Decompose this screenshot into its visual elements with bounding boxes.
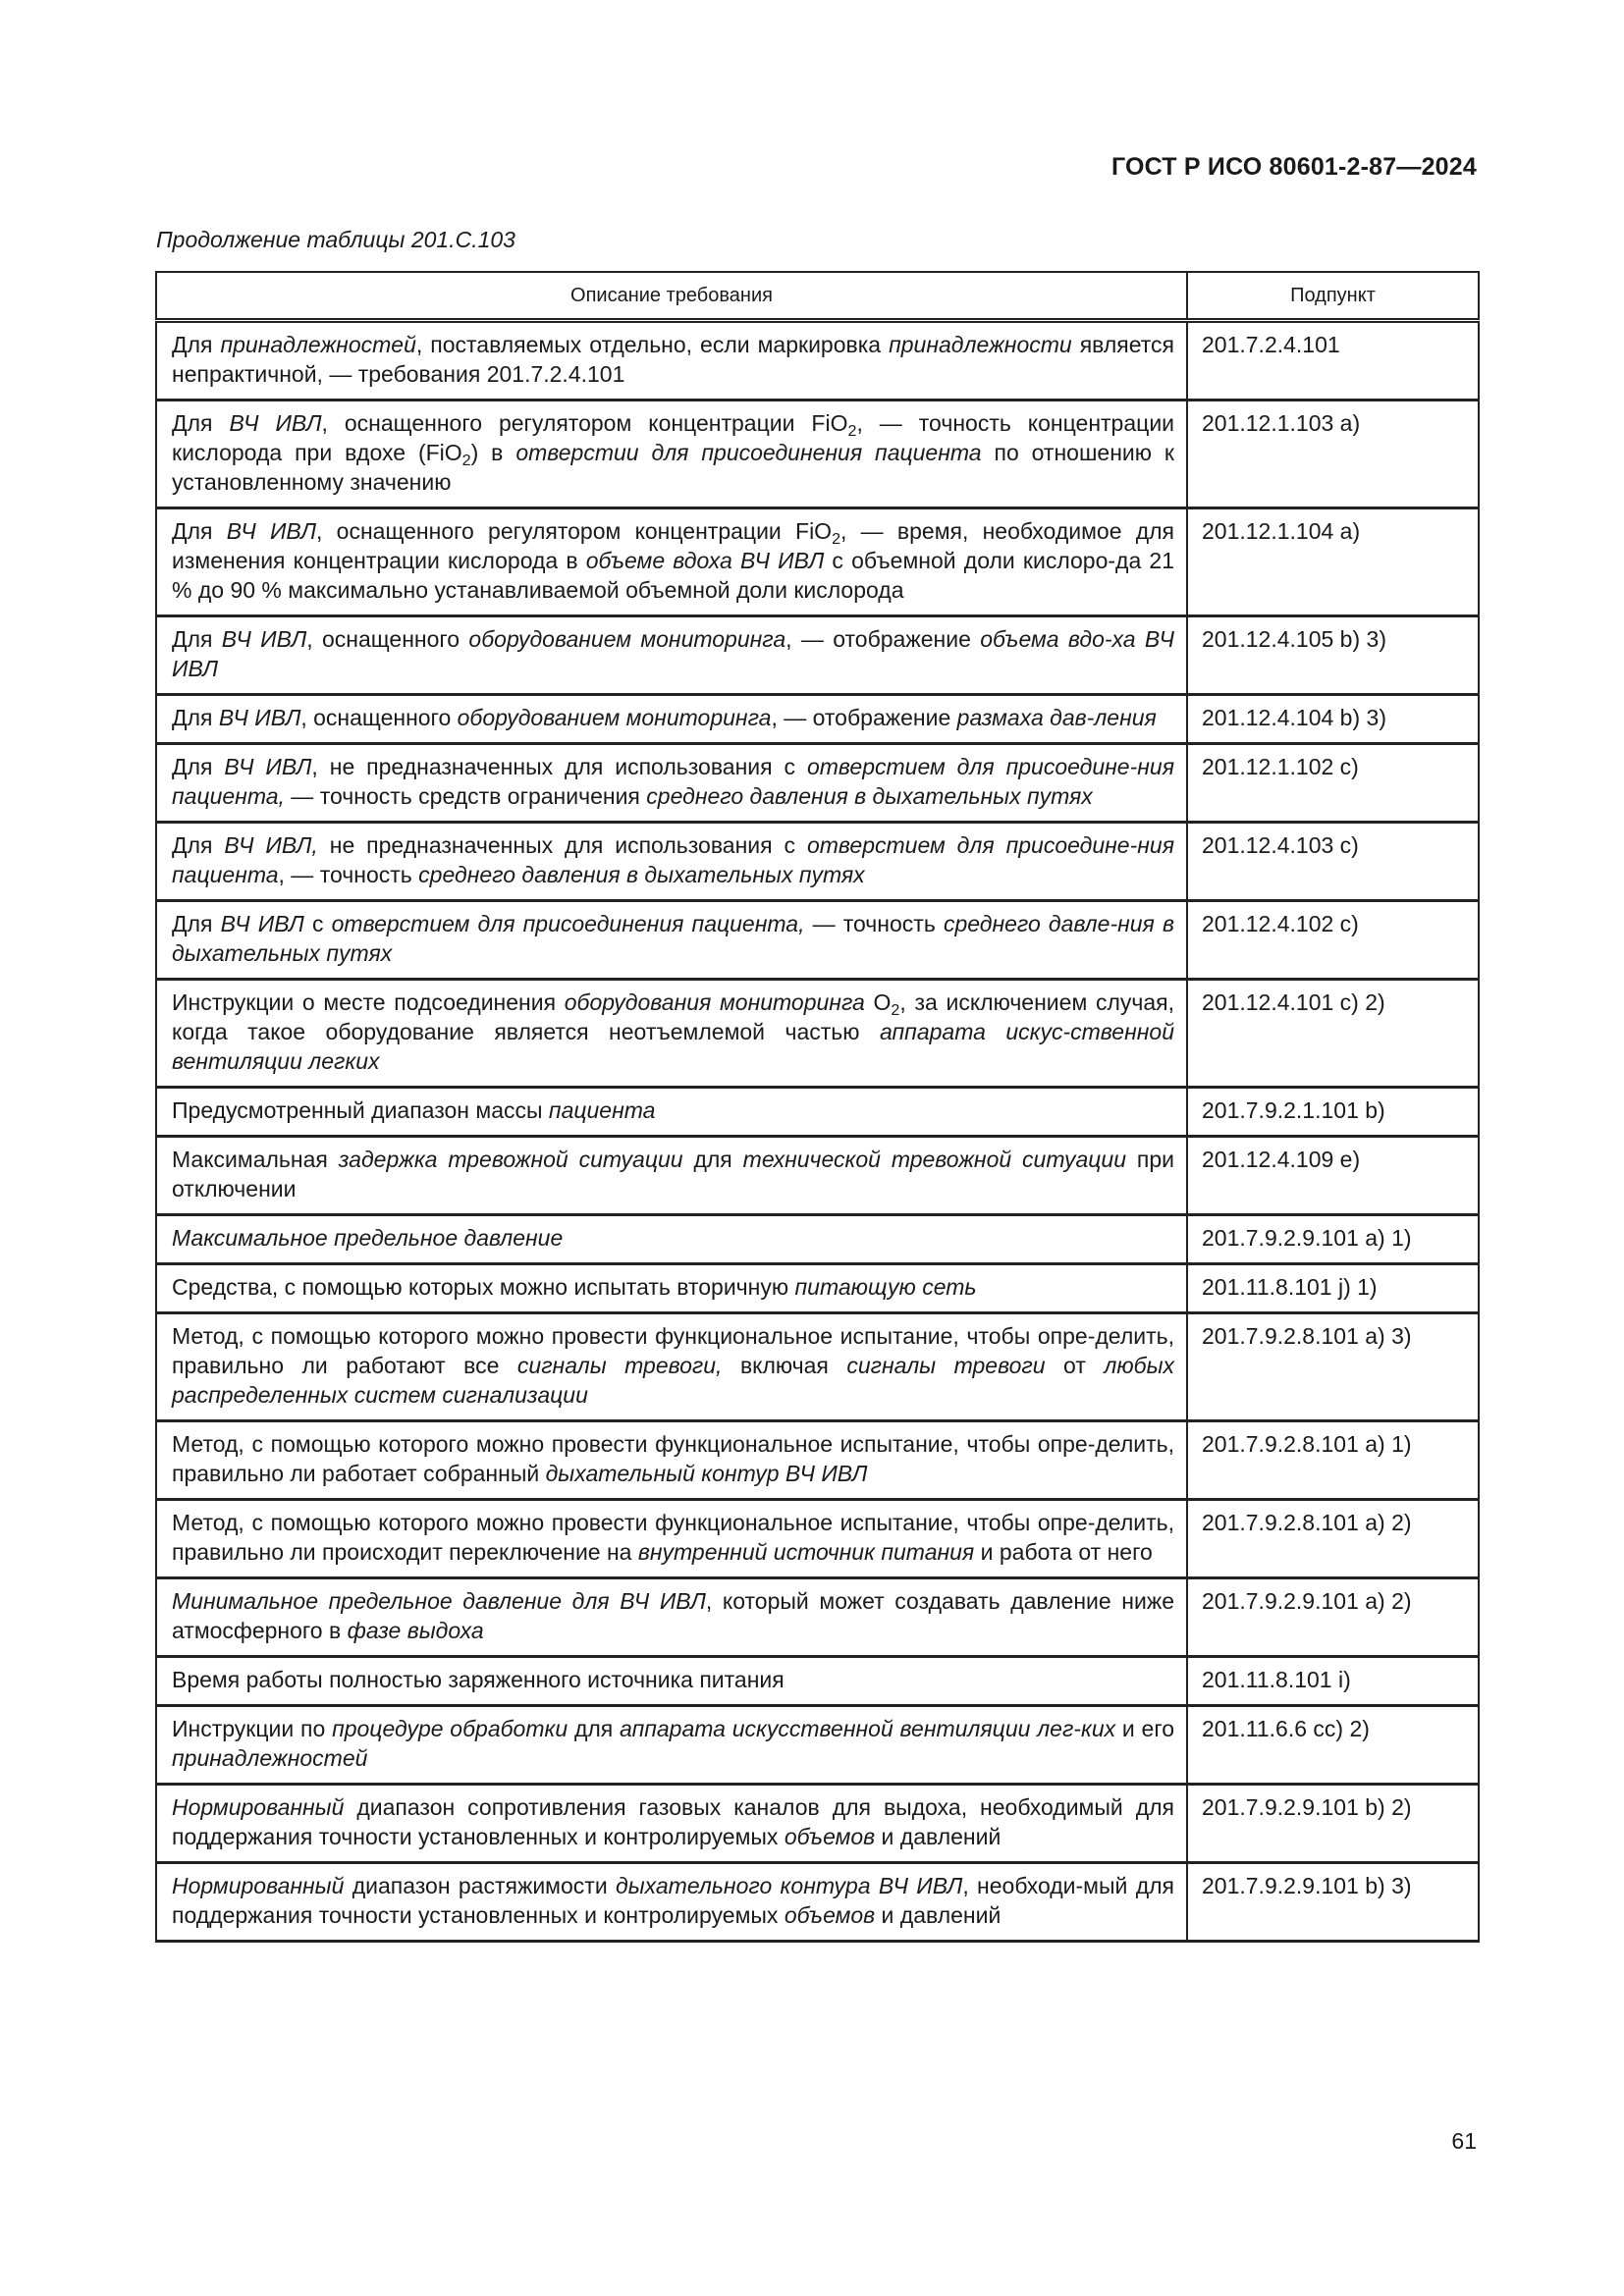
text-segment: с: [303, 911, 332, 936]
subclause-reference: 201.7.9.2.9.101 b) 3): [1187, 1863, 1479, 1942]
text-segment: для: [682, 1147, 743, 1172]
text-segment: и работа от него: [974, 1539, 1153, 1565]
text-segment: , оснащенного: [306, 626, 469, 652]
requirement-description: [156, 1215, 1187, 1264]
subclause-reference: 201.12.4.109 e): [1187, 1137, 1479, 1215]
text-segment: и его: [1115, 1716, 1175, 1741]
defined-term: объеме вдоха ВЧ ИВЛ: [585, 548, 825, 573]
table-row: [156, 508, 1479, 616]
defined-term: сигналы тревоги,: [516, 1353, 723, 1378]
text-segment: не предназначенных для использования с: [317, 832, 807, 858]
requirement-description: [156, 616, 1187, 695]
defined-term: аппарата искусственной вентиляции лег-ких: [620, 1716, 1116, 1741]
table-row: [156, 1706, 1479, 1785]
defined-term: технической тревожной ситуации: [742, 1147, 1127, 1172]
text-segment: , — отображение: [771, 705, 957, 730]
defined-term: процедуре обработки: [332, 1716, 568, 1741]
text-segment: с объемной доли кислоро-да 21 % до 90 % максимально устанавливаемой объемной доли кислорода: [172, 548, 1174, 603]
column-header-subclause: Подпункт: [1187, 272, 1479, 321]
table-row: [156, 695, 1479, 744]
text-segment: , — точность: [278, 862, 419, 887]
text-segment: Для: [172, 911, 221, 936]
requirement-description: [156, 1264, 1187, 1313]
defined-term: оборудованием мониторинга: [457, 705, 772, 730]
defined-term: Минимальное предельное давление для ВЧ ИВЛ: [172, 1588, 706, 1614]
text-segment: , который может создавать давление ниже атмосферного в: [172, 1588, 1174, 1643]
subclause-reference: 201.7.9.2.8.101 a) 3): [1187, 1313, 1479, 1421]
text-segment: O: [864, 989, 892, 1015]
defined-term: принадлежностей: [220, 332, 416, 357]
table-row: [156, 980, 1479, 1088]
subscript: 2: [832, 529, 841, 548]
subclause-reference: 201.12.1.104 a): [1187, 508, 1479, 616]
text-segment: Средства, с помощью которых можно испытать вторичную: [172, 1274, 795, 1300]
table-row: [156, 1313, 1479, 1421]
requirement-description: [156, 1657, 1187, 1706]
subclause-reference: 201.12.1.102 c): [1187, 744, 1479, 823]
requirement-description: [156, 1313, 1187, 1421]
requirement-description: [156, 508, 1187, 616]
text-segment: Для: [172, 626, 222, 652]
defined-term: принадлежностей: [172, 1745, 368, 1771]
text-segment: — точность средств ограничения: [284, 783, 647, 809]
text-segment: Максимальная: [172, 1147, 339, 1172]
text-segment: Для: [172, 705, 219, 730]
defined-term: ВЧ ИВЛ: [218, 705, 301, 730]
requirement-description: [156, 400, 1187, 508]
defined-term: пациента: [548, 1097, 656, 1123]
defined-term: оборудованием мониторинга: [468, 626, 786, 652]
text-segment: Для: [172, 332, 221, 357]
table-row: [156, 1863, 1479, 1942]
subclause-reference: 201.12.4.101 c) 2): [1187, 980, 1479, 1088]
defined-term: объемов: [784, 1824, 876, 1849]
table-row: [156, 1088, 1479, 1137]
subclause-reference: 201.12.1.103 a): [1187, 400, 1479, 508]
text-segment: Для: [172, 518, 227, 544]
subclause-reference: 201.11.6.6 cc) 2): [1187, 1706, 1479, 1785]
table-row: [156, 1657, 1479, 1706]
subclause-reference: 201.7.9.2.9.101 b) 2): [1187, 1785, 1479, 1863]
text-segment: от: [1045, 1353, 1105, 1378]
defined-term: среднего давле-ния в дыхательных путях: [172, 911, 1174, 966]
requirements-table: [155, 271, 1480, 1943]
requirement-description: [156, 1785, 1187, 1863]
requirement-description: [156, 1706, 1187, 1785]
requirement-description: [156, 1421, 1187, 1500]
table-row: [156, 400, 1479, 508]
subclause-reference: 201.11.8.101 j) 1): [1187, 1264, 1479, 1313]
text-segment: Метод, с помощью которого можно провести функциональное испытание, чтобы опре-делить, правильно ли работает собранный: [172, 1431, 1174, 1486]
text-segment: , за исключением случая, когда такое оборудование является неотъемлемой частью: [172, 989, 1174, 1044]
text-segment: , оснащенного регулятором концентрации FiO: [316, 518, 833, 544]
text-segment: при отключении: [172, 1147, 1175, 1201]
defined-term: отверстии для присоединения пациента: [515, 440, 982, 465]
subclause-reference: 201.7.9.2.9.101 a) 2): [1187, 1578, 1479, 1657]
defined-term: дыхательного контура ВЧ ИВЛ: [615, 1873, 963, 1898]
text-segment: , оснащенного регулятором концентрации FiO: [321, 410, 848, 436]
defined-term: ВЧ ИВЛ: [224, 754, 312, 779]
subclause-reference: 201.7.9.2.8.101 a) 1): [1187, 1421, 1479, 1500]
text-segment: ) в: [470, 440, 516, 465]
text-segment: , — точность концентрации кислорода при вдохе (FiO: [172, 410, 1175, 465]
text-segment: является непрактичной, — требования 201.7.2.4.101: [172, 332, 1174, 387]
text-segment: Метод, с помощью которого можно провести функциональное испытание, чтобы опре-делить, правильно ли работают все: [172, 1323, 1174, 1378]
text-segment: Время работы полностью заряженного источника питания: [172, 1667, 785, 1692]
defined-term: отверстием для присоедине-ния пациента,: [172, 754, 1174, 809]
text-segment: Метод, с помощью которого можно провести функциональное испытание, чтобы опре-делить, правильно ли происходит переключение на: [172, 1510, 1174, 1565]
requirement-description: [156, 695, 1187, 744]
requirement-description: [156, 901, 1187, 980]
defined-term: Нормированный: [172, 1873, 345, 1898]
requirement-description: [156, 1137, 1187, 1215]
subclause-reference: 201.12.4.104 b) 3): [1187, 695, 1479, 744]
requirement-description: [156, 823, 1187, 901]
text-segment: для: [568, 1716, 621, 1741]
text-segment: , не предназначенных для использования с: [311, 754, 807, 779]
defined-term: отверстием для присоединения пациента,: [331, 911, 805, 936]
subclause-reference: 201.7.9.2.8.101 a) 2): [1187, 1500, 1479, 1578]
text-segment: Инструкции по: [172, 1716, 333, 1741]
requirement-description: [156, 1578, 1187, 1657]
defined-term: внутренний источник питания: [637, 1539, 975, 1565]
table-caption: Продолжение таблицы 201.С.103: [156, 227, 515, 252]
defined-term: Максимальное предельное давление: [172, 1225, 564, 1251]
subclause-reference: 201.12.4.102 c): [1187, 901, 1479, 980]
defined-term: ВЧ ИВЛ,: [224, 832, 318, 858]
subscript: 2: [461, 451, 471, 469]
requirement-description: [156, 1500, 1187, 1578]
defined-term: среднего давления в дыхательных путях: [418, 862, 865, 887]
requirement-description: [156, 321, 1187, 400]
defined-term: ВЧ ИВЛ: [220, 911, 304, 936]
table-row: [156, 1578, 1479, 1657]
subclause-reference: 201.7.2.4.101: [1187, 321, 1479, 400]
table-row: [156, 321, 1479, 400]
table-row: [156, 1215, 1479, 1264]
subclause-reference: 201.7.9.2.9.101 a) 1): [1187, 1215, 1479, 1264]
text-segment: и давлений: [875, 1824, 1001, 1849]
text-segment: , — отображение: [785, 626, 981, 652]
table-row: [156, 616, 1479, 695]
requirement-description: [156, 744, 1187, 823]
text-segment: Предусмотренный диапазон массы: [172, 1097, 549, 1123]
defined-term: среднего давления в дыхательных путях: [646, 783, 1093, 809]
table-row: [156, 744, 1479, 823]
requirement-description: [156, 980, 1187, 1088]
text-segment: , — время, необходимое для изменения концентрации кислорода в: [172, 518, 1175, 573]
subclause-reference: 201.7.9.2.1.101 b): [1187, 1088, 1479, 1137]
text-segment: по отношению к установленному значению: [172, 440, 1174, 495]
text-segment: включая: [722, 1353, 847, 1378]
table-header-row: [156, 272, 1479, 321]
text-segment: Для: [172, 832, 225, 858]
subclause-reference: 201.12.4.103 c): [1187, 823, 1479, 901]
subscript: 2: [891, 1000, 900, 1019]
table-row: [156, 1137, 1479, 1215]
defined-term: объема вдо-ха ВЧ ИВЛ: [172, 626, 1174, 681]
requirement-description: [156, 1863, 1187, 1942]
defined-term: ВЧ ИВЛ: [229, 410, 322, 436]
defined-term: любых распределенных систем сигнализации: [172, 1353, 1174, 1408]
defined-term: ВЧ ИВЛ: [226, 518, 317, 544]
table-row: [156, 823, 1479, 901]
text-segment: Для: [172, 754, 225, 779]
text-segment: — точность: [804, 911, 944, 936]
page-number: 61: [1451, 2128, 1477, 2154]
defined-term: размаха дав-ления: [956, 705, 1157, 730]
text-segment: , необходи-мый для поддержания точности установленных и контролируемых: [172, 1873, 1174, 1928]
column-header-description: Описание требования: [156, 272, 1187, 321]
table-row: [156, 1421, 1479, 1500]
defined-term: объемов: [784, 1902, 876, 1928]
table-row: [156, 1500, 1479, 1578]
defined-term: дыхательный контур ВЧ ИВЛ: [545, 1461, 868, 1486]
text-segment: Инструкции о месте подсоединения: [172, 989, 565, 1015]
text-segment: , оснащенного: [300, 705, 458, 730]
table-row: [156, 1785, 1479, 1863]
subclause-reference: 201.12.4.105 b) 3): [1187, 616, 1479, 695]
defined-term: оборудования мониторинга: [564, 989, 865, 1015]
text-segment: диапазон сопротивления газовых каналов для выдоха, необходимый для поддержания точности установленных и контролируемых: [172, 1794, 1174, 1849]
subscript: 2: [847, 421, 857, 440]
defined-term: отверстием для присоедине-ния пациента: [172, 832, 1174, 887]
subclause-reference: 201.11.8.101 i): [1187, 1657, 1479, 1706]
requirement-description: [156, 1088, 1187, 1137]
defined-term: задержка тревожной ситуации: [338, 1147, 683, 1172]
text-segment: и давлений: [875, 1902, 1001, 1928]
defined-term: аппарата искус-ственной вентиляции легких: [172, 1019, 1174, 1074]
defined-term: Нормированный: [172, 1794, 345, 1820]
defined-term: питающую сеть: [794, 1274, 977, 1300]
defined-term: ВЧ ИВЛ: [221, 626, 307, 652]
text-segment: , поставляемых отдельно, если маркировка: [415, 332, 890, 357]
defined-term: фазе выдоха: [347, 1618, 484, 1643]
table-row: [156, 1264, 1479, 1313]
text-segment: диапазон растяжимости: [344, 1873, 616, 1898]
defined-term: сигналы тревоги: [846, 1353, 1046, 1378]
text-segment: Для: [172, 410, 230, 436]
defined-term: принадлежности: [889, 332, 1072, 357]
table-row: [156, 901, 1479, 980]
document-code: ГОСТ Р ИСО 80601-2-87—2024: [1110, 153, 1477, 181]
table-body: [156, 321, 1479, 1942]
